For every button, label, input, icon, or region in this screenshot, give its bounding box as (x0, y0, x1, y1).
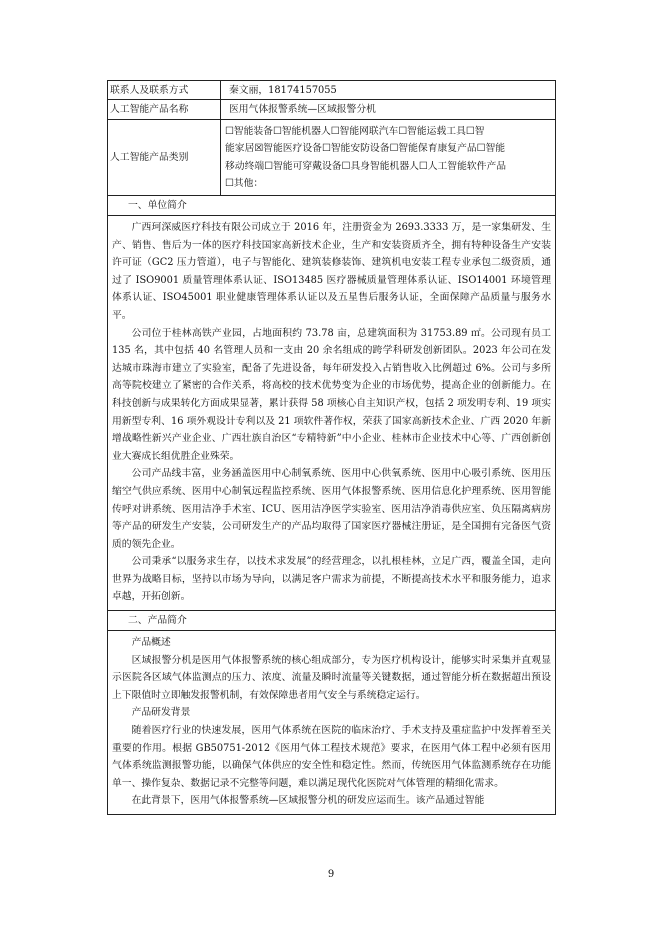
category-label: 人工智能产品类别 (108, 120, 221, 196)
continuation-paragraph: 在此背景下，医用气体报警系统—区域报警分机的研发应运而生。该产品通过智能 (131, 795, 485, 807)
company-paragraph: 公司秉承“以服务求生存，以技术求发展”的经营理念，以扎根桂林，立足广西，覆盖全国，走向世界为战略目标，坚持以市场为导向，以满足客户需求为前提，不断提高技术水平和服务能力，追求卓越，开拓创新。 (112, 556, 551, 603)
category-options (221, 120, 556, 196)
section1-heading-row (108, 196, 556, 216)
product-info-table (107, 80, 556, 815)
category-line: ☐其他： (225, 178, 264, 189)
category-line: 能家居☒智能医疗设备☐智能安防设备☐智能保育康复产品☐智能 (225, 143, 506, 154)
category-line: ☐智能装备☐智能机器人☐智能网联汽车☐智能运载工具☐智 (225, 125, 485, 137)
overview-paragraph: 区域报警分机是医用气体报警系统的核心组成部分，专为医疗机构设计，能够实时采集并直观显示医院各区域气体监测点的压力、浓度、流量及瞬时流量等关键数据，通过智能分析在数据超出预设上下限值时立即触发报警机制，有效保障患者用气安全与系统稳定运行。 (112, 654, 551, 701)
background-paragraph: 随着医疗行业的快速发展，医用气体系统在医院的临床治疗、手术支持及重症监护中发挥着至关重要的作用。根据 GB50751-2012《医用气体工程技术规范》要求，在医用气体工程中必须有医用气体系统监测报警功能，以确保气体供应的安全性和稳定性。然而，传统医用气体监测系统存在功能单一、操作复杂、数据记录不完整等问题，难以满足现代化医院对气体管理的精细化需求。 (112, 725, 551, 789)
section1-body-row (108, 216, 556, 611)
section1-body (108, 216, 556, 611)
contact-label: 联系人及联系方式 (108, 81, 221, 100)
company-paragraph: 公司产品线丰富，业务涵盖医用中心制氧系统、医用中心供氧系统、医用中心吸引系统、医用压缩空气供应系统、医用中心制氧远程监控系统、医用气体报警系统、医用信息化护理系统、医用智能传呼对讲系统、医用洁净手术室、ICU、医用洁净医学实验室、医用洁净消毒供应室、负压隔离病房等产品的研发生产安装，公司研发生产的产品均取得了国家医疗器械注册证，是全国拥有完备医气资质的领先企业。 (112, 468, 551, 550)
document-page (107, 80, 556, 815)
section2-heading-row (108, 611, 556, 631)
product-name-value: 医用气体报警系统—区域报警分机 (221, 100, 556, 120)
category-line: 移动终端☐智能可穿戴设备☐具身智能机器人☐人工智能软件产品 (225, 160, 507, 172)
company-paragraph: 广西珂深威医疗科技有限公司成立于 2016 年，注册资金为 2693.3333 万，是一家集研发、生产、销售、售后为一体的医疗科技国家高新技术企业，生产和安装资质齐全，拥有特种设备生产安装许可证（GC2 压力管道），电子与智能化、建筑装修装饰、建筑机电安装工程专业承包二级资质，通过了 ISO9001 质量管理体系认证、ISO13485 医疗器械质量管理体系认证、ISO14001 环境管理体系认证、ISO45001 职业健康管理体系认证以及五星售后服务认证，全面保障产品质量与服务水平。 (112, 222, 551, 321)
product-name-row (108, 100, 556, 120)
product-name-label: 人工智能产品名称 (108, 100, 221, 120)
section1-heading: 一、单位简介 (108, 196, 556, 216)
background-title: 产品研发背景 (131, 707, 191, 719)
contact-value: 秦文丽，18174157055 (221, 81, 556, 100)
section2-body (108, 631, 556, 815)
contact-row (108, 81, 556, 100)
section2-body-row (108, 631, 556, 815)
overview-title: 产品概述 (131, 637, 171, 649)
category-row (108, 120, 556, 196)
page-number: 9 (327, 869, 335, 880)
section2-heading: 二、产品简介 (108, 611, 556, 631)
company-paragraph: 公司位于桂林高铁产业园，占地面积约 73.78 亩，总建筑面积为 31753.89 ㎡。公司现有员工 135 名，其中包括 40 名管理人员和一支由 20 余名组成的跨学科研发创新团队。2023 年公司在发达城市珠海市建立了实验室，配备了先进设备，每年研发投入占销售收入比例超过 6%。公司与多所高等院校建立了紧密的合作关系，将高校的技术优势变为企业的市场优势，提高企业的创新能力。在科技创新与成果转化方面成果显著，累计获得 58 项核心自主知识产权，包括 2 项发明专利、19 项实用新型专利、16 项外观设计专利以及 21 项软件著作权，荣获了国家高新技术企业、广西 2020 年新增战略性新兴产业企业、广西壮族自治区“专精特新”中小企业、桂林市企业技术中心等、广西创新创业大赛成长组优胜企业殊荣。 (112, 327, 551, 462)
